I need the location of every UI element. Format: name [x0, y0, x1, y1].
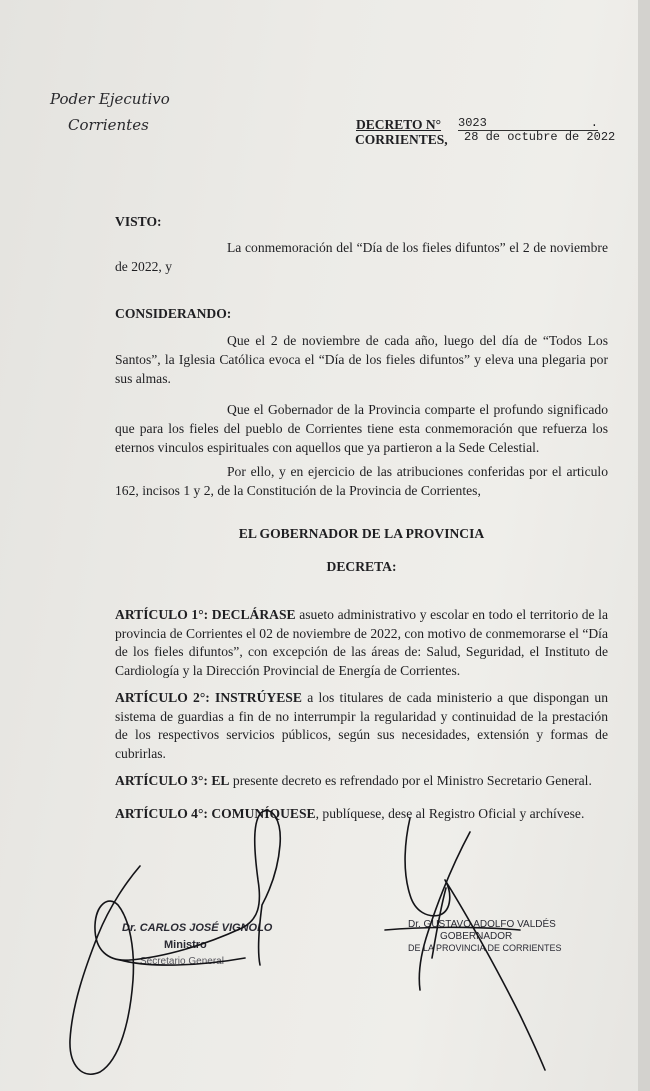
decree-date: 28 de octubre de 2022	[464, 130, 616, 144]
right-signatory-title: GOBERNADOR	[440, 931, 513, 942]
left-signature-ink	[70, 811, 280, 1075]
decreta-heading: DECRETA:	[326, 559, 397, 574]
considerando-heading: CONSIDERANDO:	[115, 306, 232, 321]
right-signatory-office: DE LA PROVINCIA DE CORRIENTES	[408, 943, 562, 953]
considerando-paragraph-2: Que el Gobernador de la Provincia comparte el profundo significado que para los fieles del pueblo de Corrientes tiene esta conmemoración que refuerza los eternos vinculos espirituales con aquellos que ya partieron a la Sede Celestial.	[115, 402, 608, 455]
left-signatory-title: Ministro	[164, 939, 207, 951]
article-1: ARTÍCULO 1°: DECLÁRASE asueto administrativo y escolar en todo el territorio de la provincia de Corrientes el 02 de noviembre de 2022, con motivo de conmemorarse el “Día de los fieles difuntos”, con excepción de las áreas de: Salud, Seguridad, el Instituto de Cardiología y la Dirección Provincial de Energía de Corrientes.	[115, 607, 608, 678]
right-signature-ink	[405, 818, 545, 1070]
left-signatory-name: Dr. CARLOS JOSÉ VIGNOLO	[122, 922, 273, 934]
visto-heading: VISTO:	[115, 214, 162, 229]
considerando-paragraph-1: Que el 2 de noviembre de cada año, luego del día de “Todos Los Santos”, la Iglesia Católica evoca el “Día de los fieles difuntos” y eleva una plegaria por sus almas.	[115, 333, 608, 386]
city-label: CORRIENTES,	[355, 132, 448, 147]
article-3: ARTÍCULO 3°: EL presente decreto es refrendado por el Ministro Secretario General.	[115, 773, 592, 788]
left-signatory-office: Secretario General	[140, 956, 224, 967]
gobernador-heading: EL GOBERNADOR DE LA PROVINCIA	[238, 526, 485, 541]
article-4: ARTÍCULO 4°: COMUNÍQUESE, publíquese, dese al Registro Oficial y archívese.	[115, 806, 585, 821]
decreto-number: 3023 .	[458, 116, 598, 130]
letterhead-line1: Poder Ejecutivo	[50, 90, 170, 108]
decreto-label: DECRETO N°	[356, 117, 442, 132]
visto-paragraph: La conmemoración del “Día de los fieles difuntos” el 2 de noviembre de 2022, y	[115, 240, 608, 274]
right-signatory-name: Dr. GUSTAVO ADOLFO VALDÉS	[408, 919, 556, 930]
article-2: ARTÍCULO 2°: INSTRÚYESE a los titulares de cada ministerio a que dispongan un sistema de guardias a fin de no interrumpir la regularidad y continuidad de la prestación de los respectivos servicios públicos, según sus necesidades, extensión y formas de cubrirlas.	[115, 690, 609, 761]
considerando-paragraph-3: Por ello, y en ejercicio de las atribuciones conferidas por el articulo 162, incisos 1 y 2, de la Constitución de la Provincia de Corrientes,	[115, 464, 608, 498]
letterhead-line2: Corrientes	[68, 116, 149, 134]
